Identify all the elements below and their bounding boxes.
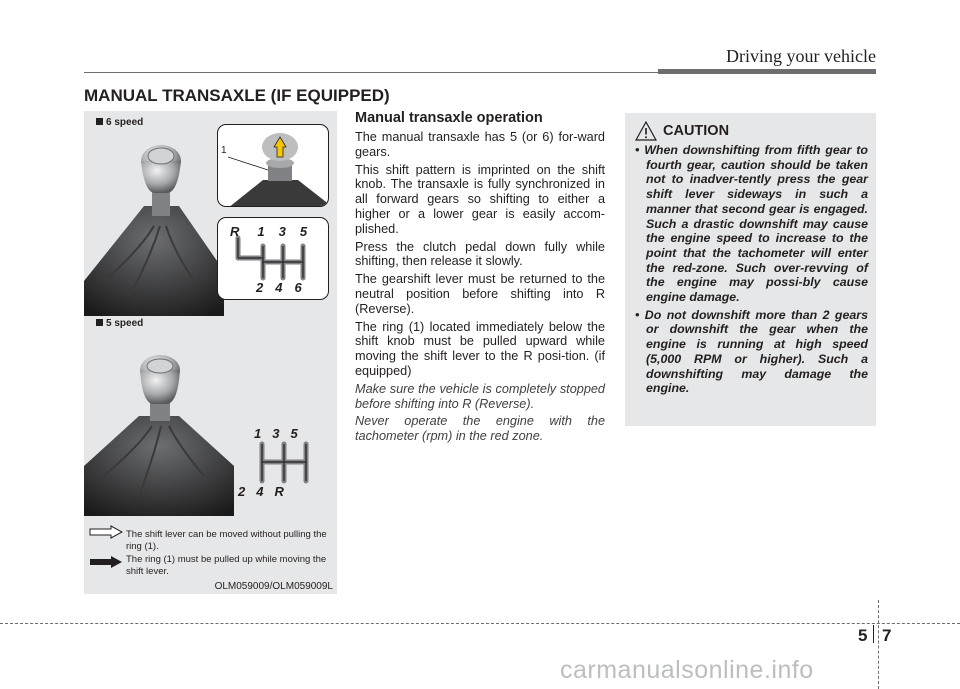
chapter-number: 5 <box>858 626 868 645</box>
header-rule-thin <box>84 72 660 73</box>
caution-header <box>635 121 868 141</box>
footer-dashed-rule <box>0 623 960 624</box>
page-number-divider <box>873 625 874 643</box>
shift-knob-6-speed-illustration <box>84 131 224 316</box>
ring-marker: 1 <box>221 145 227 156</box>
main-paragraph: Press the clutch pedal down fully while shifting, then release it slowly. <box>355 239 605 269</box>
shift-knob-5-speed-illustration <box>84 346 234 516</box>
pattern-5-bottom-row: 2 4 R <box>238 484 284 499</box>
legend-with-ring: The ring (1) must be pulled up while moving the shift lever. <box>126 554 327 577</box>
caution-item: • When downshifting from fifth gear to fourth gear, caution should be taken not to inadver-tently press the gear shift lever sideways in such a manner that second gear is engaged. Such a drastic downshift may cause the engine speed to increase to the point that the tachometer will enter the red-zone. Such over-revving of the engine may possi-bly cause engine damage. <box>635 143 868 305</box>
main-paragraph: The manual transaxle has 5 (or 6) for-ward gears. <box>355 130 605 159</box>
bullet-icon: • <box>635 307 645 322</box>
caution-box <box>625 113 876 426</box>
inset-pattern-6-speed <box>217 217 329 300</box>
inset-ring-closeup <box>217 124 329 207</box>
main-heading: Manual transaxle operation <box>355 110 543 126</box>
main-paragraph: The gearshift lever must be returned to the neutral position before shifting into R (Reverse). <box>355 272 605 316</box>
square-bullet-icon <box>96 319 103 326</box>
caution-heading: CAUTION <box>663 123 730 139</box>
legend-without-ring: The shift lever can be moved without pulling the ring (1). <box>126 529 327 552</box>
header-title: Driving your vehicle <box>726 46 876 66</box>
main-paragraph: This shift pattern is imprinted on the shift knob. The transaxle is fully synchronized in all forward gears so shifting to either a higher or a lower gear is easily accom-plished. <box>355 162 605 236</box>
footer-crop-line <box>878 600 879 689</box>
square-bullet-icon <box>96 118 103 125</box>
label-5-speed: 5 speed <box>96 318 143 329</box>
label-6-speed: 6 speed <box>96 117 143 128</box>
warning-triangle-icon <box>635 121 657 141</box>
caution-list <box>635 143 868 396</box>
pattern-6-top-row: R 1 3 5 <box>230 224 308 239</box>
pattern-5-top-row: 1 3 5 <box>254 426 298 441</box>
figure-code: OLM059009/OLM059009L <box>214 581 333 592</box>
ring-closeup-illustration <box>218 125 329 207</box>
solid-arrow-icon <box>89 555 123 569</box>
header-rule-thick <box>658 69 876 74</box>
page-number: 7 <box>882 626 892 645</box>
pattern-5-speed <box>234 426 334 506</box>
outline-arrow-icon <box>89 525 123 539</box>
main-text-column <box>355 110 605 447</box>
shift-figure <box>84 111 337 594</box>
section-title: MANUAL TRANSAXLE (IF EQUIPPED) <box>84 86 390 105</box>
caution-item: • Do not downshift more than 2 gears or downshift the gear when the engine is running at high speed (5,000 RPM or higher). Such a downshifting may damage the engine. <box>635 307 869 396</box>
main-note: Make sure the vehicle is completely stopped before shifting into R (Reverse). <box>355 381 605 411</box>
main-paragraph: The ring (1) located immediately below the shift knob must be pulled upward while moving the shift lever to the R posi-tion. (if equipped) <box>355 319 605 378</box>
pattern-6-bottom-row: 2 4 6 <box>256 280 302 295</box>
bullet-icon: • <box>635 143 645 157</box>
main-note: Never operate the engine with the tachometer (rpm) in the red zone. <box>355 414 605 444</box>
watermark: carmanualsonline.info <box>560 656 814 684</box>
